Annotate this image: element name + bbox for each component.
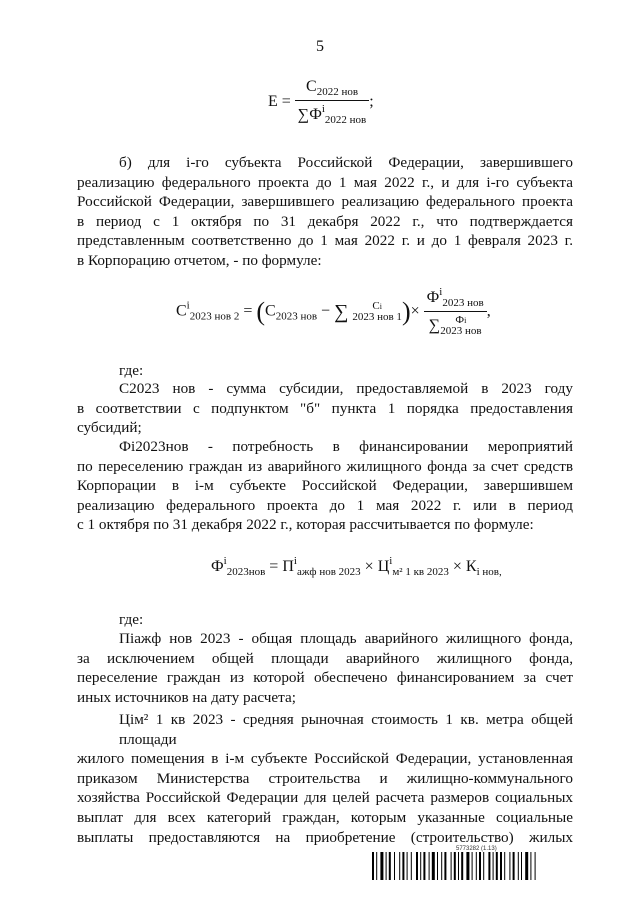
definition-ts-line: Цiм² 1 кв 2023 - средняя рыночная стоимость 1 кв. метра общей площади [119, 711, 573, 748]
formula-f2023 [211, 556, 502, 578]
formula-f-coef-sub: i нов, [476, 566, 502, 578]
formula-f-lhs-sub: 2023нов [226, 566, 266, 578]
paragraph-b-line: представленным соответственно до 1 мая 2022 г. и до 1 февраля 2023 г. [77, 232, 573, 250]
formula-f-area-sub: ажф нов 2023 [296, 566, 361, 578]
formula-c-share-den-sub2: 2023 нов [440, 325, 482, 337]
definition-f-line: Фi2023нов - потребность в финансировании мероприятий [119, 438, 573, 455]
formula-c-total: С [265, 302, 276, 320]
formula-c-share-den: Ф [455, 314, 465, 326]
formula-f-lhs-sup: i [223, 555, 227, 567]
paragraph-b-line: б) для i-го субъекта Российской Федерации, завершившего [119, 154, 573, 171]
formula-c-equals: = [243, 302, 253, 320]
formula-f-equals: = [265, 558, 283, 575]
barcode-icon [372, 852, 570, 880]
formula-f-price-sub: м² 1 кв 2023 [392, 566, 449, 578]
formula-e-den: Ф [309, 106, 322, 123]
formula-c-times: × [410, 302, 420, 320]
formula-f-area-sup: i [293, 555, 297, 567]
formula-e-sigma: ∑ [297, 106, 310, 124]
definition-c2023 [77, 379, 573, 438]
formula-c2023 [176, 287, 491, 337]
formula-f-price-sup: i [389, 555, 393, 567]
formula-e-num: С [306, 78, 317, 95]
formula-c-lhs-sub: 2023 нов 2 [189, 310, 240, 323]
definition-p-line: Пiажф нов 2023 - общая площадь аварийного жилищного фонда, [119, 630, 573, 647]
definition-ts2023 [77, 710, 573, 847]
definition-f-line: реализацию федерального проекта до 1 мая 2022 г. или в период [77, 496, 573, 514]
where-label-2: где: [119, 611, 144, 628]
definition-p-line: иных источников на дату расчета; [77, 688, 296, 706]
formula-c-inner-fraction [352, 301, 402, 323]
definition-ts-line: жилого помещения в i-м субъекте Российской Федерации, установленная [77, 750, 573, 768]
formula-c-inner-num-sub: i [379, 302, 382, 311]
formula-c-lhs-sup: i [186, 299, 190, 312]
paragraph-b-line: в Корпорацию отчетом, - по формуле: [77, 251, 322, 269]
formula-f-times-2: × [448, 558, 466, 575]
definition-f-line: Корпорации в i-м субъекте Российской Федерации, завершившем [77, 477, 573, 495]
formula-f-lhs: Ф [211, 558, 224, 575]
formula-e [268, 79, 374, 126]
formula-c-sigma: ∑ [334, 301, 349, 323]
document-stamp: 5773282 (1.13) [456, 846, 497, 852]
formula-c-total-sub: 2023 нов [275, 310, 318, 323]
formula-c-share-num-sup: i [439, 286, 443, 298]
formula-c-share-sigma: ∑ [428, 317, 441, 334]
definition-f-line: по переселению граждан из аварийного жилищного фонда за счет средств [77, 457, 573, 475]
formula-c-lhs: С [176, 302, 187, 320]
definition-ts-line: приказом Министерства строительства и жилищно-коммунального [77, 769, 573, 787]
formula-f-price: Ц [377, 558, 390, 575]
definition-c-line: субсидий; [77, 419, 142, 437]
paragraph-b-line: реализацию федерального проекта до 1 мая 2022 г., и для i-го субъекта [77, 173, 573, 191]
definition-p-line: переселение граждан из которой обеспечено финансированием за счет [77, 669, 573, 687]
where-label-1: где: [119, 362, 144, 379]
paragraph-b-line: в период с 1 октября по 31 декабря 2022 г., что подтверждается [77, 212, 573, 230]
definition-ts-line: хозяйства Российской Федерации для целей расчета размеров социальных [77, 789, 573, 807]
definition-p-line: за исключением общей площади аварийного жилищного фонда, [77, 649, 573, 667]
formula-c-inner-num: С [372, 300, 380, 312]
definition-ts-line: выплаты предоставляются на приобретение (строительство) жилых [77, 828, 573, 846]
formula-e-lhs: E = [268, 93, 291, 111]
definition-c-line: С2023 нов - сумма субсидии, предоставляемой в 2023 году [119, 380, 573, 397]
definition-ts-line: выплат для всех категорий граждан, которым указанные социальные [77, 808, 573, 826]
formula-c-paren-open: ( [256, 297, 266, 326]
formula-c-share-den-sub: i [464, 316, 467, 325]
formula-c-tail: , [486, 302, 491, 320]
formula-c-share-num: Ф [426, 289, 440, 306]
formula-c-share-fraction [424, 287, 487, 337]
formula-e-num-sub: 2022 нов [316, 86, 359, 98]
paragraph-b [77, 153, 573, 271]
definition-c-line: в соответствии с подпунктом "б" пункта 1 порядка предоставления [77, 399, 573, 417]
formula-f-area: П [282, 558, 294, 575]
formula-c-minus: − [321, 302, 331, 320]
formula-e-den-sub: 2022 нов [324, 114, 367, 126]
definition-p2023 [77, 629, 573, 707]
formula-e-fraction [295, 79, 369, 126]
page-number: 5 [316, 38, 324, 55]
formula-c-paren-close: ) [401, 297, 411, 326]
formula-c-share-num-sub: 2023 нов [442, 297, 484, 309]
formula-f-coef: К [465, 558, 477, 575]
formula-e-tail: ; [369, 93, 374, 111]
formula-c-inner-den: 2023 нов 1 [352, 311, 402, 323]
definition-f-line: с 1 октября по 31 декабря 2022 г., которая рассчитывается по формуле: [77, 516, 534, 534]
formula-e-den-sup: i [321, 103, 325, 115]
paragraph-b-line: Российской Федерации, завершившего реализацию федерального проекта [77, 193, 573, 211]
formula-f-times-1: × [360, 558, 378, 575]
definition-f2023 [77, 437, 573, 535]
